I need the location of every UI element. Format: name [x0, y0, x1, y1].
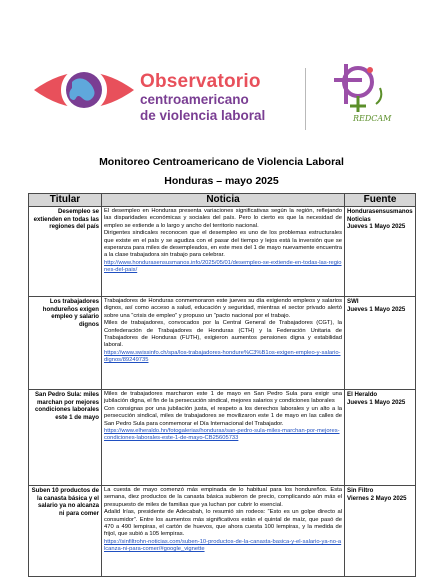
cell-fuente — [345, 486, 416, 577]
news-link[interactable]: https://www.swissinfo.ch/spa/los-trabajadores-hondure%C3%B1os-exigen-empleo-y-salario-dignos/89249735 — [104, 349, 341, 364]
brand-line-3: de violencia laboral — [140, 108, 266, 123]
header-divider — [305, 68, 306, 130]
source-date: Viernes 2 Mayo 2025 — [347, 494, 407, 502]
cell-titular: San Pedro Sula: miles marchan por mejores condiciones laborales este 1 de mayo — [29, 390, 102, 486]
column-header-noticia: Noticia — [102, 194, 345, 207]
source-name: SWI — [347, 298, 359, 305]
source-name: El Heraldo — [347, 391, 378, 398]
table-header-row — [29, 194, 416, 207]
source-date: Jueves 1 Mayo 2025 — [347, 305, 406, 313]
news-paragraph: Miles de trabajadores, convocados por la Central General de Trabajadores (CGT), la Confederación de Trabajadores de Honduras (CTH) y la Federación Unitaria de Trabajadores de Honduras (FUTH), exigieron aumentos pensiones digna y estabilidad laboral. — [104, 320, 342, 349]
report-header — [0, 0, 443, 140]
cell-noticia — [102, 390, 345, 486]
report-subtitle: Honduras – mayo 2025 — [164, 175, 279, 187]
brand-line-2: centroamericano — [140, 92, 249, 107]
source-date: Jueves 1 Mayo 2025 — [347, 223, 406, 231]
news-link[interactable]: https://sinfiltrohn-noticias.com/suben-10-productos-de-la-canasta-basica-y-el-salario-ya-no-alcanza-ni-para-comer/#google_vignette — [104, 538, 342, 553]
source-name: Sin Filtro — [347, 487, 374, 494]
cell-titular: Los trabajadores hondureños exigen empleo y salario dignos — [29, 297, 102, 390]
news-paragraph: Adalid Irías, presidente de Adecabah, lo resumió sin rodeos: “Esto es un golpe directo al consumidor”. Entre los aumentos más significativos están el quintal de maíz, que pasó de 470 a 490 lempiras, el cartón de huevos, que ahora cuesta 100 lempiras, y la medida de frijol, que subió a 105 lempiras. — [104, 509, 342, 538]
column-header-titular: Titular — [29, 194, 102, 207]
redcam-logo-icon — [322, 58, 406, 120]
news-table — [28, 193, 416, 577]
source-date: Jueves 1 Mayo 2025 — [347, 398, 406, 406]
cell-noticia — [102, 297, 345, 390]
cell-noticia — [102, 486, 345, 577]
news-paragraph: Con consignas por una jubilación justa, el respeto a los derechos laborales y un alto a la persecución sindical, miles de trabajadores se movilizaron este 1 de mayo en las calles de San Pedro Sula para conmemorar el Día Internacional del Trabajador. — [104, 405, 342, 427]
news-link[interactable]: http://www.hondurasensusmanos.info/2025/05/01/desempleo-se-extiende-en-todas-las-regiones-del-pais/ — [104, 259, 342, 274]
news-paragraph: El desempleo en Honduras presenta variaciones significativas según la región, reflejando las disparidades económicas y sociales del país. Pero lo cierto es que la necesidad de empleo se extiende a lo largo y ancho del territorio nacional. — [104, 208, 342, 229]
brand-wordmark — [140, 72, 300, 124]
cell-fuente — [345, 297, 416, 390]
column-header-fuente: Fuente — [345, 194, 416, 207]
redcam-logo-text: REDCAM — [353, 114, 392, 123]
news-paragraph: Trabajadores de Honduras conmemoraron este jueves su día exigiendo empleos y salarios dignos, así como acceso a salud, educación y seguridad, mientras el sector privado alertó sobre una “crisis de empleo” y propuso un “pacto nacional por el trabajo. — [104, 298, 342, 319]
brand-line-1: Observatorio — [140, 71, 261, 92]
source-name: Hondurasensusmanos Noticias — [347, 208, 413, 223]
news-link[interactable]: https://www.elheraldo.hn/fotogalerias/honduras/san-pedro-sula-miles-marchan-por-mejores-condiciones-laborales-este-1-de-mayo-CB25605733 — [104, 428, 340, 442]
cell-titular: Desempleo se extienden en todas las regiones del país — [29, 207, 102, 297]
table-row — [29, 297, 416, 390]
eye-logo-icon — [32, 62, 136, 118]
cell-fuente — [345, 390, 416, 486]
table-row — [29, 486, 416, 577]
news-paragraph: La cuesta de mayo comenzó más empinada de lo habitual para los hondureños. Esta semana, diez productos de la canasta básica subieron de precio, complicando aún más el presupuesto de miles de familias que ya luchan por cubrir lo esencial. — [104, 487, 342, 508]
table-row — [29, 390, 416, 486]
news-paragraph: Miles de trabajadores marcharon este 1 de mayo en San Pedro Sula para exigir una jubilación digna, el fin de la persecución sindical, mejores salarios y condiciones laborales — [104, 391, 342, 405]
cell-fuente — [345, 207, 416, 297]
table-row — [29, 207, 416, 297]
news-paragraph: Dirigentes sindicales reconocen que el desempleo es uno de los problemas estructurales que existe en el país y se agudiza con el pasar del tiempo y lejos está la inversión que se esperanza para miles de desempleados, en este mes del 1 de mayo nuevamente encuentra a la clase trabajadora sin trabajo para celebrar. — [104, 230, 342, 259]
cell-noticia — [102, 207, 345, 297]
report-title: Monitoreo Centroamericano de Violencia Laboral — [99, 156, 344, 168]
cell-titular: Suben 10 productos de la canasta básica y el salario ya no alcanza ni para comer — [29, 486, 102, 577]
